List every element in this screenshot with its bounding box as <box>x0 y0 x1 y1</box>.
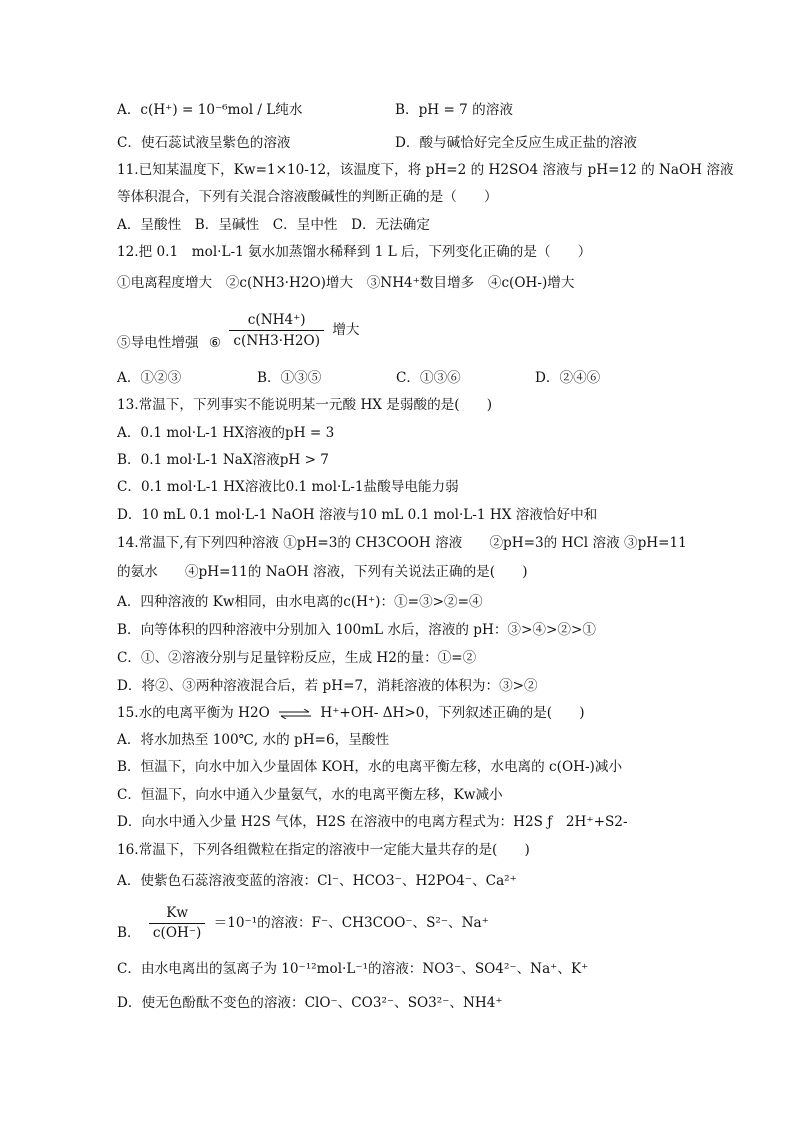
q14-stem-line2: 的氨水 ④pH=11的 NaOH 溶液，下列有关说法正确的是( ) <box>117 564 528 580</box>
q12-item-6-fraction <box>229 310 324 351</box>
q12-item-6-suffix: 增大 <box>332 322 360 338</box>
q12-item-6-label: ⑥ <box>208 335 222 351</box>
q14-stem-line1: 14.常温下,有下列四种溶液 ①pH=3的 CH3COOH 溶液 ②pH=3的 HCl 溶液 ③pH=11 <box>117 535 687 551</box>
q14-option-c: C．①、②溶液分别与足量锌粉反应，生成 H2的量：①=② <box>117 650 477 666</box>
q10-option-b: B．pH = 7 的溶液 <box>395 102 513 118</box>
q15-stem <box>117 704 734 722</box>
q16-stem: 16.常温下，下列各组微粒在指定的溶液中一定能大量共存的是( ) <box>117 842 530 858</box>
q16-fraction-numerator: Kw <box>166 905 189 921</box>
q15-option-b: B．恒温下，向水中加入少量固体 KOH，水的电离平衡左移，水电离的 c(OH-)减小 <box>117 759 623 775</box>
q11-stem-line2: 等体积混合，下列有关混合溶液酸碱性的判断正确的是（ ） <box>117 189 498 205</box>
q16-option-a: A．使紫色石蕊溶液变蓝的溶液：Cl⁻、HCO3⁻、H2PO4⁻、Ca²⁺ <box>117 873 517 889</box>
q12-option-c: C．①③⑥ <box>396 370 461 386</box>
q13-option-a: A．0.1 mol·L-1 HX溶液的pH = 3 <box>117 425 335 441</box>
q13-option-c: C．0.1 mol·L-1 HX溶液比0.1 mol·L-1盐酸导电能力弱 <box>117 479 459 495</box>
q14-option-b: B．向等体积的四种溶液中分别加入 100mL 水后，溶液的 pH：③>④>②>① <box>117 622 596 638</box>
q16-option-c: C．由水电离出的氢离子为 10⁻¹²mol·L⁻¹的溶液：NO3⁻、SO4²⁻、Na⁺、K⁺ <box>117 961 589 977</box>
q15-option-a: A．将水加热至 100℃, 水的 pH=6，呈酸性 <box>117 732 389 748</box>
q16-option-b <box>117 904 734 943</box>
q14-option-a: A．四种溶液的 Kw相同，由水电离的c(H⁺)：①=③>②=④ <box>117 594 483 610</box>
q14-option-d: D．将②、③两种溶液混合后，若 pH=7，消耗溶液的体积为：③>② <box>117 678 538 694</box>
q15-stem-prefix: 15.水的电离平衡为 H2O <box>117 705 270 721</box>
q12-fraction-denominator: c(NH3·H2O) <box>229 330 324 351</box>
q16-option-b-fraction <box>149 904 205 943</box>
q12-item-5: ⑤导电性增强 <box>117 335 199 351</box>
q16-option-d: D．使无色酚酞不变色的溶液：ClO⁻、CO3²⁻、SO3²⁻、NH4⁺ <box>117 995 503 1011</box>
q12-items-1-4: ①电离程度增大 ②c(NH3·H2O)增大 ③NH4⁺数目增多 ④c(OH-)增大 <box>117 275 575 291</box>
q10-option-d: D．酸与碱恰好完全反应生成正盐的溶液 <box>395 135 637 151</box>
q11-stem-line1: 11.已知某温度下，Kw=1×10-12，该温度下，将 pH=2 的 H2SO4 溶液与 pH=12 的 NaOH 溶液 <box>117 162 734 178</box>
q15-option-c: C．恒温下，向水中通入少量氨气，水的电离平衡左移，Kw减小 <box>117 787 503 803</box>
q12-fraction-numerator: c(NH4⁺) <box>247 312 306 328</box>
q10-option-a: A．c(H⁺) = 10⁻⁶mol / L纯水 <box>117 102 303 118</box>
q15-stem-suffix: H⁺+OH- ΔH>0，下列叙述正确的是( ) <box>320 705 585 721</box>
q13-option-d: D．10 mL 0.1 mol·L-1 NaOH 溶液与10 mL 0.1 mol·L-1 HX 溶液恰好中和 <box>117 507 598 523</box>
q12-stem: 12.把 0.1 mol·L-1 氨水加蒸馏水稀释到 1 L 后，下列变化正确的是（ ） <box>117 244 592 260</box>
q12-items-5-6 <box>117 310 734 351</box>
q16-option-b-text: ＝10⁻¹的溶液：F⁻、CH3COO⁻、S²⁻、Na⁺ <box>213 915 489 931</box>
q13-option-b: B．0.1 mol·L-1 NaX溶液pH > 7 <box>117 452 329 468</box>
q16-option-b-label: B． <box>117 925 141 941</box>
q12-option-a: A．①②③ <box>117 370 182 386</box>
q12-option-b: B．①③⑤ <box>257 370 322 386</box>
equilibrium-arrow-icon <box>278 709 312 719</box>
q10-option-c: C．使石蕊试液呈紫色的溶液 <box>117 135 291 151</box>
q10-row-cd <box>117 134 734 152</box>
q10-row-ab <box>117 101 734 119</box>
q11-options: A．呈酸性 B．呈碱性 C．呈中性 D．无法确定 <box>117 217 430 233</box>
q12-option-d: D．②④⑥ <box>535 370 601 386</box>
q13-stem: 13.常温下，下列事实不能说明某一元酸 HX 是弱酸的是( ) <box>117 397 493 413</box>
q16-fraction-denominator: c(OH⁻) <box>149 923 205 943</box>
q15-option-d: D．向水中通入少量 H2S 气体，H2S 在溶液中的电离方程式为：H2S ƒ 2H⁺+S2- <box>117 814 628 830</box>
